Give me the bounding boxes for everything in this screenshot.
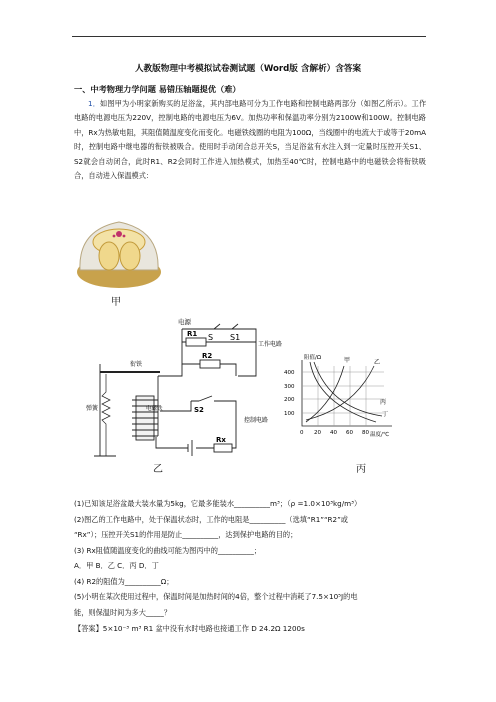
answer-line	[74, 624, 305, 634]
label-s2: S2	[194, 406, 204, 414]
subquestion-2: (2)图乙的工作电路中，处于保温状态时，工作的电阻是__________（选填“R1”“R2”或	[74, 515, 348, 524]
curve-label-yi: 乙	[374, 359, 381, 366]
circuit-diagram	[86, 316, 283, 468]
curve-label-bing: 丙	[380, 399, 387, 406]
resistance-temperature-graph	[284, 352, 410, 448]
graph-x-label: 温度/℃	[370, 432, 390, 438]
label-power: 电源	[178, 318, 191, 326]
label-spring: 弹簧	[86, 405, 99, 412]
label-switch-s: S	[208, 333, 214, 342]
x-tick: 80	[362, 430, 369, 436]
y-tick: 100	[284, 411, 295, 417]
figure-label-yi: 乙	[153, 464, 163, 475]
figure-label-jia: 甲	[111, 297, 121, 308]
subquestion-5: (5)小明在某次使用过程中，保温时间是加热时间的4倍，整个过程中消耗了7.5×10⁵J的电	[74, 592, 358, 601]
x-tick: 40	[330, 430, 337, 436]
document-title: 人教版物理中考模拟试卷测试题（Word版 含解析）含答案	[134, 64, 362, 74]
y-tick: 300	[284, 384, 295, 390]
subquestion-1: (1)已知该足浴盆最大装水量为5kg，它最多能装水__________m³；（ρ =1.0×10³kg/m³）	[74, 499, 362, 508]
header-rule	[72, 36, 426, 37]
x-tick: 60	[346, 430, 353, 436]
foot-bath-image	[74, 212, 164, 294]
label-work-circuit: 工作电路	[258, 341, 283, 348]
question-body: 如图甲为小明家新购买的足浴盆，其内部电路可分为工作电路和控制电路两部分（如图乙所示）。工作电路的电源电压为220V，控制电路的电源电压为6V。加热功率和保温功率分别为2100W和100W。控制电路中，Rx为热敏电阻，其阻值随温度变化而变化。电磁铁线圈的电阻为100Ω，当线圈中的电流大于或等于20mA时，控制电路中继电器的衔铁被吸合。使用时手动闭合总开关S，当足浴盆有水注入到一定量时压控开关S1、S2就会自动闭合，此时R1、R2会同时工作进入加热模式，加热至40℃时，控制电路中的电磁铁会将衔铁吸合，自动进入保温模式：	[74, 99, 427, 181]
y-tick: 400	[284, 370, 295, 376]
subquestion-2-cont: “Rx”）；压控开关S1的作用是防止__________，达到保护电路的目的；	[74, 530, 298, 539]
question-number: 1．	[88, 99, 101, 108]
y-tick: 200	[284, 397, 295, 403]
subquestion-5-cont: 能，则保温时间为多大_____？	[74, 608, 172, 617]
subquestion-4: (4) R2的阻值为__________Ω；	[74, 577, 174, 586]
subquestion-3: (3) Rx阻值随温度变化的曲线可能为图丙中的__________；	[74, 546, 262, 555]
answer-label: 【答案】	[74, 624, 103, 633]
label-control-circuit: 控制电路	[244, 417, 269, 424]
graph-y-label: 阻值/Ω	[304, 355, 322, 361]
x-tick: 20	[314, 430, 321, 436]
subquestion-3-options: A．甲 B．乙 C．丙 D．丁	[74, 561, 159, 570]
curve-label-jia: 甲	[344, 357, 351, 364]
question-text	[74, 97, 426, 183]
label-r2: R2	[202, 352, 213, 360]
label-switch-s1: S1	[230, 333, 241, 342]
answer-value: 5×10⁻³ m³ R1 盆中没有水时电路也接通工作 D 24.2Ω 1200s	[102, 624, 305, 633]
section-title: 一、中考物理力学问题 易错压轴题提优（难）	[74, 84, 241, 94]
x-tick: 0	[300, 430, 304, 436]
figure-label-bing: 丙	[356, 464, 366, 475]
label-r1: R1	[187, 330, 198, 338]
label-electromagnet: 电磁铁	[146, 406, 163, 412]
curve-label-ding: 丁	[382, 411, 389, 418]
label-armature: 衔铁	[130, 361, 143, 368]
label-rx: Rx	[216, 436, 226, 444]
